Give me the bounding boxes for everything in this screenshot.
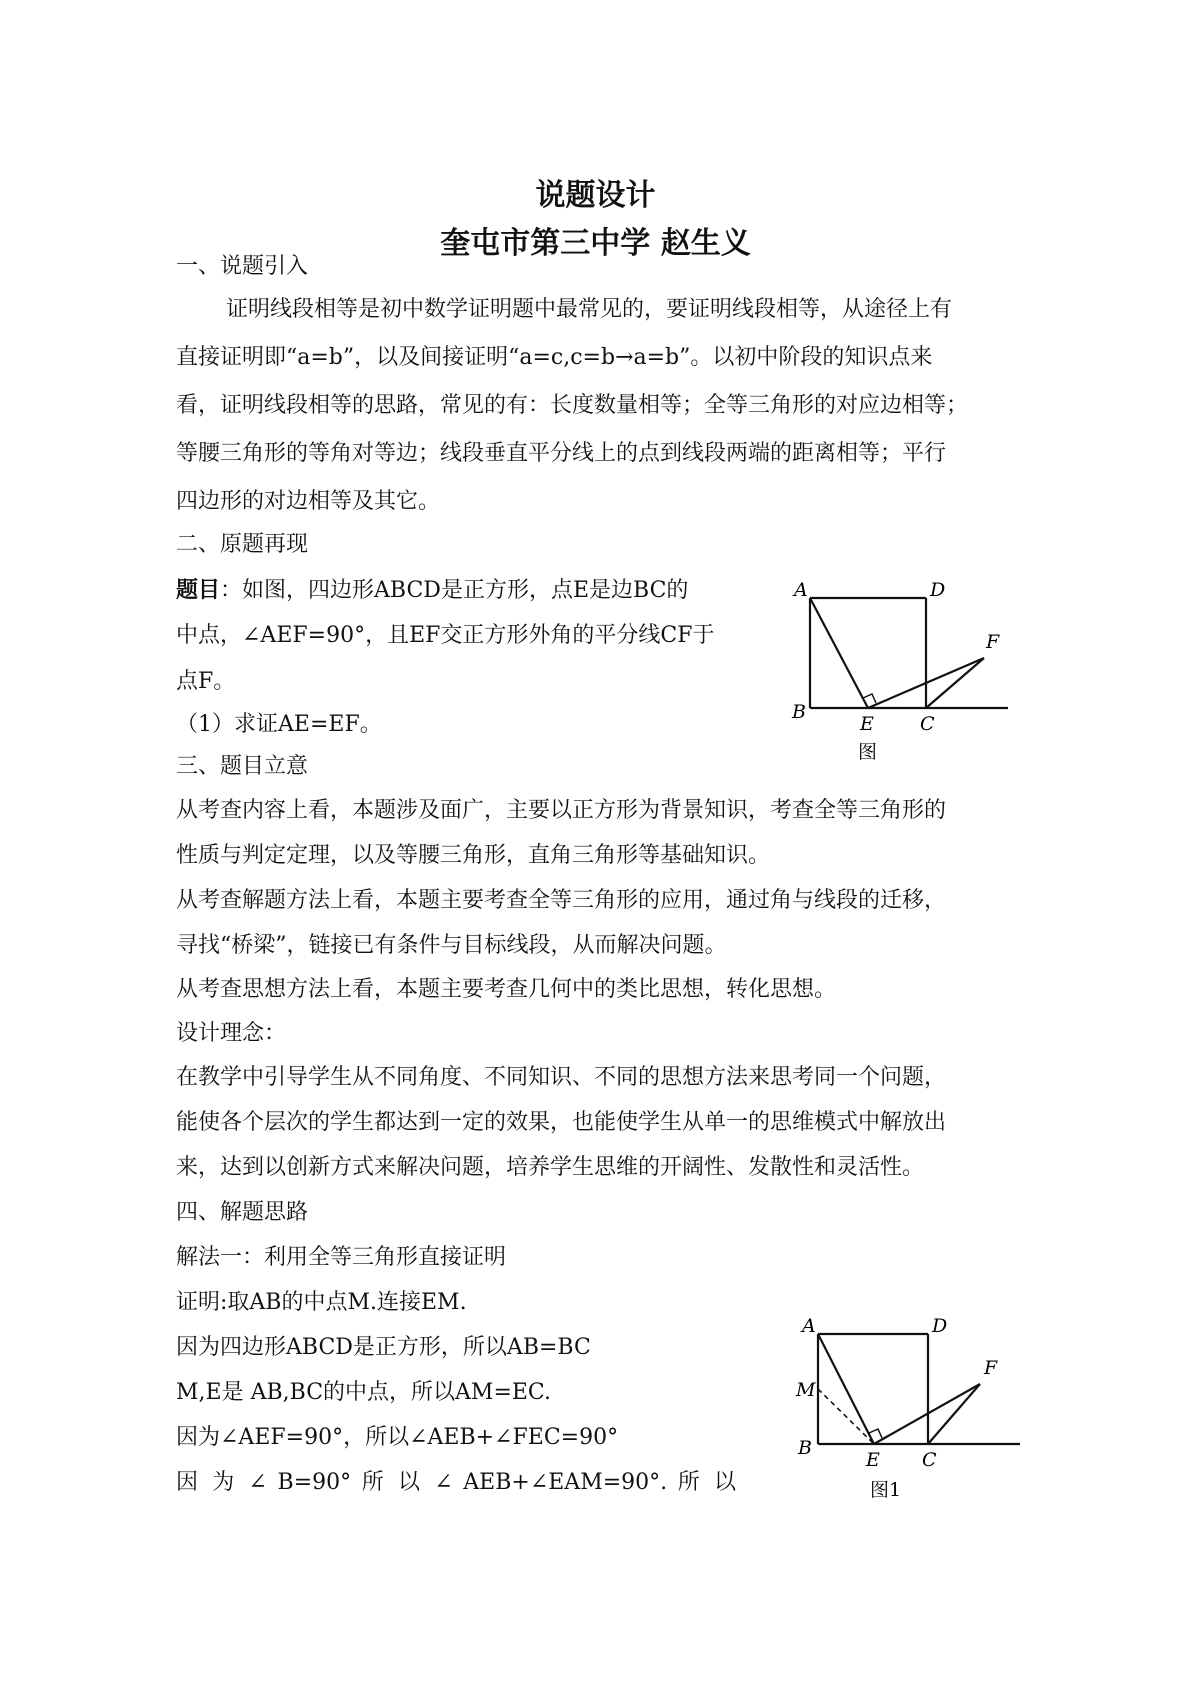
intro-line: 直接证明即“a=b”，以及间接证明“a=c,c=b→a=b”。以初中阶段的知识点来 bbox=[176, 345, 933, 370]
solution-line: 证明:取AB的中点M.连接EM. bbox=[176, 1290, 467, 1315]
intent-line: 性质与判定定理，以及等腰三角形，直角三角形等基础知识。 bbox=[176, 843, 771, 868]
author-line: 奎屯市第三中学 赵生义 bbox=[440, 226, 751, 261]
solution-heading: 四、解题思路 bbox=[176, 1200, 309, 1225]
solution-line: 因为∠AEF=90°，所以∠AEB+∠FEC=90° bbox=[176, 1425, 619, 1450]
solution-line: 解法一：利用全等三角形直接证明 bbox=[176, 1245, 507, 1270]
segment-ae bbox=[818, 1334, 874, 1444]
intent-line: 从考查解题方法上看，本题主要考查全等三角形的应用，通过角与线段的迁移， bbox=[176, 888, 947, 913]
segment-cf bbox=[928, 1384, 980, 1444]
segment-me-dashed bbox=[818, 1389, 874, 1444]
solution-line: 因为四边形ABCD是正方形，所以AB=BC bbox=[176, 1335, 591, 1360]
intro-line: 等腰三角形的等角对等边；线段垂直平分线上的点到线段两端的距离相等；平行 bbox=[176, 441, 947, 466]
intent-line: 来，达到以创新方式来解决问题，培养学生思维的开阔性、发散性和灵活性。 bbox=[176, 1155, 925, 1180]
page-title: 说题设计 bbox=[535, 178, 656, 213]
solution-line: 因 为 ∠ B=90° 所 以 ∠ AEB+∠EAM=90°. 所 以 bbox=[176, 1470, 736, 1495]
problem-line: 点F。 bbox=[176, 669, 236, 694]
intent-line: 从考查内容上看，本题涉及面广，主要以正方形为背景知识，考查全等三角形的 bbox=[176, 798, 947, 823]
label-c: C bbox=[922, 1449, 937, 1471]
label-b: B bbox=[798, 1437, 812, 1459]
intent-line: 能使各个层次的学生都达到一定的效果，也能使学生从单一的思维模式中解放出 bbox=[176, 1110, 947, 1135]
label-d: D bbox=[932, 1315, 948, 1337]
problem-label: 题目 bbox=[176, 577, 221, 603]
label-c: C bbox=[920, 713, 935, 735]
segment-ae bbox=[810, 598, 868, 708]
solution-line: M,E是 AB,BC的中点，所以AM=EC. bbox=[176, 1380, 551, 1405]
intro-heading: 一、说题引入 bbox=[176, 254, 309, 279]
figure-caption: 图 bbox=[858, 741, 878, 763]
label-f: F bbox=[986, 631, 1000, 653]
intro-line: 证明线段相等是初中数学证明题中最常见的，要证明线段相等，从途径上有 bbox=[226, 297, 953, 322]
label-d: D bbox=[930, 580, 946, 601]
intent-line: 设计理念： bbox=[176, 1021, 287, 1046]
label-a: A bbox=[794, 580, 808, 601]
intent-line: 寻找“桥梁”，链接已有条件与目标线段，从而解决问题。 bbox=[176, 933, 727, 958]
label-b: B bbox=[792, 701, 806, 723]
label-f: F bbox=[984, 1357, 998, 1379]
figure-square-diagram-1 bbox=[780, 1310, 1040, 1510]
problem-heading: 二、原题再现 bbox=[176, 532, 309, 557]
problem-line: 中点，∠AEF=90°，且EF交正方形外角的平分线CF于 bbox=[176, 623, 715, 648]
problem-question: （1）求证AE=EF。 bbox=[176, 712, 382, 737]
intro-line: 看，证明线段相等的思路，常见的有：长度数量相等；全等三角形的对应边相等； bbox=[176, 393, 969, 418]
intro-line: 四边形的对边相等及其它。 bbox=[176, 489, 441, 514]
figure-square-diagram bbox=[780, 580, 1020, 770]
segment-cf bbox=[926, 658, 984, 708]
label-e: E bbox=[866, 1449, 880, 1471]
problem-line bbox=[176, 575, 688, 606]
intent-line: 在教学中引导学生从不同角度、不同知识、不同的思想方法来思考同一个问题， bbox=[176, 1065, 947, 1090]
figure-caption: 图1 bbox=[870, 1479, 902, 1501]
intent-line: 从考查思想方法上看，本题主要考查几何中的类比思想，转化思想。 bbox=[176, 977, 837, 1002]
intent-heading: 三、题目立意 bbox=[176, 754, 309, 779]
problem-text: ：如图，四边形ABCD是正方形，点E是边BC的 bbox=[220, 578, 689, 603]
label-m: M bbox=[796, 1379, 816, 1401]
label-e: E bbox=[860, 713, 874, 735]
label-a: A bbox=[802, 1315, 816, 1337]
